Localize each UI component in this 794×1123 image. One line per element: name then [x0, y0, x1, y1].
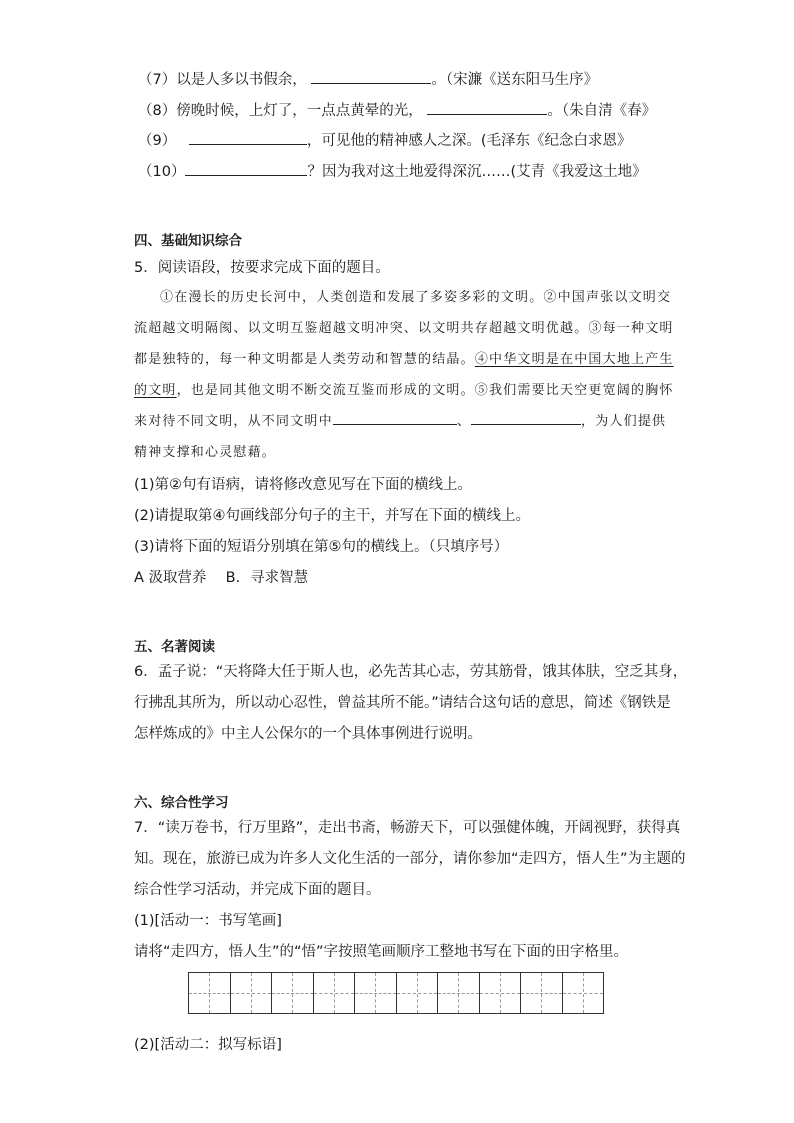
section-heading: 六、综合性学习 — [134, 795, 229, 811]
grid-cell[interactable] — [231, 973, 273, 1013]
passage-line: 精神支撑和心灵慰藉。 — [134, 445, 277, 460]
answer-blank[interactable] — [333, 410, 457, 425]
fill-line-10 — [138, 160, 647, 181]
activity-label: (1)[活动一：书写笔画] — [134, 913, 282, 929]
sub-question: (1)第②句有语病，请将修改意见写在下面的横线上。 — [134, 477, 473, 493]
fill-line-8 — [138, 99, 656, 120]
passage-text: ，也是同其他文明不断交流互鉴而形成的文明。⑤我们需要比天空更宽阔的胸怀 — [176, 383, 674, 398]
passage-line — [134, 379, 674, 398]
passage-text: 都是独特的，每一种文明都是人类劳动和智慧的结晶。 — [134, 352, 475, 367]
passage-line — [134, 410, 666, 429]
passage-line: ①在漫长的历史长河中，人类创造和发展了多姿多彩的文明。②中国声张以文明交 — [160, 290, 672, 305]
grid-cell[interactable] — [355, 973, 397, 1013]
item-number: （7） — [138, 72, 177, 88]
passage-line — [134, 348, 674, 367]
item-number: （10） — [138, 164, 186, 180]
grid-cell[interactable] — [397, 973, 439, 1013]
answer-blank[interactable] — [189, 130, 307, 145]
item-source: 。（朱自清《春》 — [547, 103, 657, 119]
grid-cell[interactable] — [314, 973, 356, 1013]
grid-cell[interactable] — [563, 973, 604, 1013]
item-text: 以是人多以书假余， — [176, 72, 307, 88]
sub-question: (2)请提取第④句画线部分句子的主干，并写在下面的横线上。 — [134, 508, 531, 524]
answer-blank[interactable] — [311, 69, 431, 84]
answer-blank[interactable] — [471, 410, 581, 425]
item-source: 。（宋濂《送东阳马生序》 — [431, 72, 599, 88]
answer-options: A 汲取营养 B．寻求智慧 — [134, 570, 309, 586]
grid-cell[interactable] — [272, 973, 314, 1013]
question-text: 行拂乱其所为，所以动心忍性，曾益其所不能。”请结合这句话的意思，简述《钢铁是 — [134, 695, 671, 711]
item-number: （9） — [138, 133, 177, 149]
passage-text: 、 — [456, 414, 472, 429]
item-source: ？因为我对这土地爱得深沉……(艾青《我爱这土地》 — [307, 164, 647, 180]
passage-line: 流超越文明隔阂、以文明互鉴超越文明冲突、以文明共存超越文明优越。③每一种文明 — [134, 321, 674, 336]
question-text: 综合性学习活动，并完成下面的题目。 — [134, 882, 381, 898]
question-text: 6．孟子说：“天将降大任于斯人也，必先苦其心志，劳其筋骨，饿其体肤，空乏其身， — [134, 664, 688, 680]
underlined-text: ④中华文明是在中国大地上产生 — [474, 352, 674, 367]
section-heading: 五、名著阅读 — [134, 639, 215, 655]
grid-cell[interactable] — [521, 973, 563, 1013]
underlined-text: 的文明 — [134, 383, 177, 398]
grid-cell[interactable] — [438, 973, 480, 1013]
question-text: 7．“读万卷书，行万里路”，走出书斋，畅游天下，可以强健体魄，开阔视野，获得真 — [134, 820, 681, 836]
activity-instruction: 请将“走四方，悟人生”的“悟”字按照笔画顺序工整地书写在下面的田字格里。 — [134, 944, 629, 960]
grid-cell[interactable] — [480, 973, 522, 1013]
activity-label: (2)[活动二：拟写标语] — [134, 1037, 282, 1053]
sub-question: (3)请将下面的短语分别填在第⑤句的横线上。（只填序号） — [134, 539, 509, 555]
question-title: 5．阅读语段，按要求完成下面的题目。 — [134, 260, 390, 276]
item-number: （8） — [138, 103, 177, 119]
fill-line-9 — [138, 129, 632, 150]
answer-blank[interactable] — [427, 100, 547, 115]
answer-blank[interactable] — [185, 161, 307, 176]
question-text: 怎样炼成的》中主人公保尔的一个具体事例进行说明。 — [134, 726, 482, 742]
item-text: 傍晚时候，上灯了，一点点黄晕的光， — [176, 103, 423, 119]
fill-line-7 — [138, 68, 598, 89]
grid-cell[interactable] — [189, 973, 231, 1013]
passage-text: ，为人们提供 — [581, 414, 667, 429]
section-heading: 四、基础知识综合 — [134, 233, 242, 249]
question-text: 知。现在，旅游已成为许多人文化生活的一部分，请你参加“走四方，悟人生”为主题的 — [134, 851, 686, 867]
tianzige-grid — [188, 972, 604, 1014]
item-source: ，可见他的精神感人之深。(毛泽东《纪念白求恩》 — [306, 133, 632, 149]
passage-text: 来对待不同文明，从不同文明中 — [134, 414, 333, 429]
